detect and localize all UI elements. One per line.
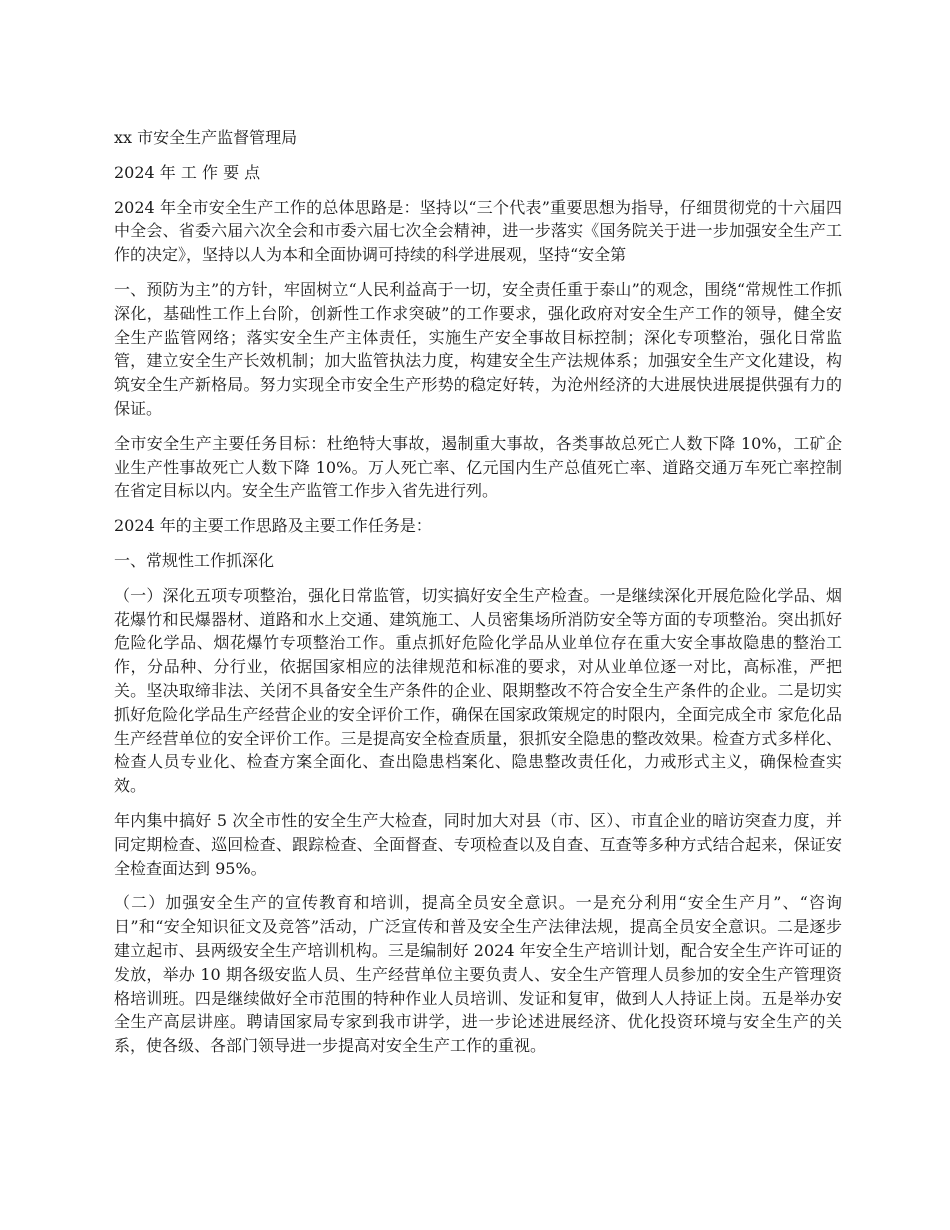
paragraph-education-training: （二）加强安全生产的宣传教育和培训，提高全员安全意识。一是充分利用“安全生产月”、“咨询日”和“安全知识征文及竞答”活动，广泛宣传和普及安全生产法律法规，提高全员安全意识。二是逐步建立起市、县两级安全生产培训机构。三是编制好 2024 年安全生产培训计划，配合安全生产许可证的发放，举办 10 期各级安监人员、生产经营单位主要负责人、安全生产管理人员参加的安全生产管理资格培训班。四是继续做好全市范围的特种作业人员培训、发证和复审，做到人人持证上岗。五是举办安全生产高层讲座。聘请国家局专家到我市讲学，进一步论述进展经济、优化投资环境与安全生产的关系，使各级、各部门领导进一步提高对安全生产工作的重视。 — [114, 893, 842, 1056]
section-heading-routine-work: 一、常规性工作抓深化 — [114, 550, 275, 570]
paragraph-work-plan-intro: 2024 年的主要工作思路及主要工作任务是： — [114, 516, 432, 536]
org-title: xx 市安全生产监督管理局 — [114, 128, 298, 147]
document-page — [114, 126, 842, 1069]
doc-title: 2024 年 工 作 要 点 — [114, 162, 261, 182]
paragraph-main-targets: 全市安全生产主要任务目标：杜绝特大事故，遏制重大事故，各类事故总死亡人数下降 10%，工矿企业生产性事故死亡人数下降 10%。万人死亡率、亿元国内生产总值死亡率、道路交通万车死亡率控制在省定目标以内。安全生产监管工作步入省先进行列。 — [114, 433, 842, 501]
paragraph-safety-inspections: 年内集中搞好 5 次全市性的安全生产大检查，同时加大对县（市、区）、市直企业的暗访突查力度，并同定期检查、巡回检查、跟踪检查、全面督查、专项检查以及自查、互查等多种方式结合起来，保证安全检查面达到 95%。 — [114, 810, 842, 878]
paragraph-guideline: 一、预防为主”的方针，牢固树立“人民利益高于一切，安全责任重于泰山”的观念，围绕“常规性工作抓深化，基础性工作上台阶，创新性工作求突破”的工作要求，强化政府对安全生产工作的领导，健全安全生产监管网络；落实安全生产主体责任，实施生产安全事故目标控制；深化专项整治，强化日常监管，建立安全生产长效机制；加大监管执法力度，构建安全生产法规体系；加强安全生产文化建设，构筑安全生产新格局。努力实现全市安全生产形势的稳定好转，为沧州经济的大进展快进展提供强有力的保证。 — [114, 279, 842, 418]
paragraph-overall-approach: 2024 年全市安全生产工作的总体思路是：坚持以“三个代表”重要思想为指导，仔细贯彻党的十六届四中全会、省委六届六次全会和市委六届七次全会精神，进一步落实《国务院关于进一步加强安全生产工作的决定》，坚持以人为本和全面协调可持续的科学进展观，坚持“安全第 — [114, 197, 842, 265]
paragraph-special-rectification: （一）深化五项专项整治，强化日常监管，切实搞好安全生产检查。一是继续深化开展危险化学品、烟花爆竹和民爆器材、道路和水上交通、建筑施工、人员密集场所消防安全等方面的专项整治。突出抓好危险化学品、烟花爆竹专项整治工作。重点抓好危险化学品从业单位存在重大安全事故隐患的整治工作，分品种、分行业，依据国家相应的法律规范和标准的要求，对从业单位逐一对比，高标准，严把关。坚决取缔非法、关闭不具备安全生产条件的企业、限期整改不符合安全生产条件的企业。二是切实抓好危险化学品生产经营企业的安全评价工作，确保在国家政策规定的时限内，全面完成全市 家危化品生产经营单位的安全评价工作。三是提高安全检查质量，狠抓安全隐患的整改效果。检查方式多样化、检查人员专业化、检查方案全面化、查出隐患档案化、隐患整改责任化，力戒形式主义，确保检查实效。 — [114, 585, 842, 796]
